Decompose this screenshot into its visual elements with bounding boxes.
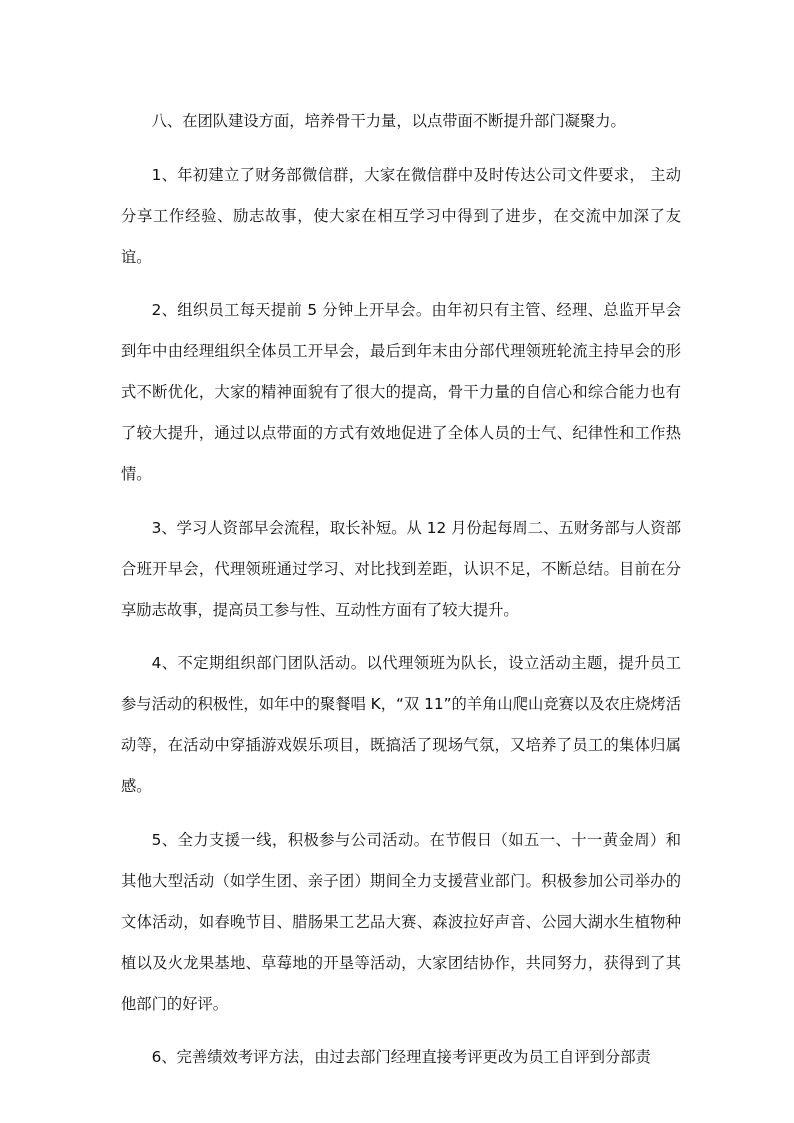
section-heading: 八、在团队建设方面，培养骨干力量，以点带面不断提升部门凝聚力。: [151, 112, 626, 130]
paragraph-5: 5、全力支援一线，积极参与公司活动。在节假日（如五一、十一黄金周）和其他大型活动（如学生团、亲子团）期间全力支援营业部门。积极参加公司举办的文体活动，如春晚节目、腊肠果工艺品大赛、森波拉好声音、公园大湖水生植物种植以及火龙果基地、草莓地的开垦等活动，大家团结协作，共同努力，获得到了其他部门的好评。: [121, 830, 681, 1013]
paragraph-3: 3、学习人资部早会流程，取长补短。从 12 月份起每周二、五财务部与人资部合班开早会，代理领班通过学习、对比找到差距，认识不足，不断总结。目前在分享励志故事，提高员工参与性、互动性方面有了较大提升。: [121, 518, 681, 619]
paragraph-1: 1、年初建立了财务部微信群，大家在微信群中及时传达公司文件要求， 主动分享工作经验、励志故事，使大家在相互学习中得到了进步，在交流中加深了友谊。: [121, 165, 681, 266]
document-body: [121, 101, 681, 1091]
paragraph-4: 4、不定期组织部门团队活动。以代理领班为队长，设立活动主题，提升员工参与活动的积极性，如年中的聚餐唱 K，“双 11”的羊角山爬山竞赛以及农庄烧烤活动等，在活动中穿插游戏娱乐项目，既搞活了现场气氛，又培养了员工的集体归属感。: [121, 654, 681, 795]
paragraph-2: 2、组织员工每天提前 5 分钟上开早会。由年初只有主管、经理、总监开早会到年中由经理组织全体员工开早会，最后到年末由分部代理领班轮流主持早会的形式不断优化，大家的精神面貌有了很大的提高，骨干力量的自信心和综合能力也有了较大提升，通过以点带面的方式有效地促进了全体人员的士气、纪律性和工作热情。: [121, 301, 681, 483]
paragraph-6: 6、完善绩效考评方法，由过去部门经理直接考评更改为员工自评到分部责: [151, 1048, 651, 1066]
